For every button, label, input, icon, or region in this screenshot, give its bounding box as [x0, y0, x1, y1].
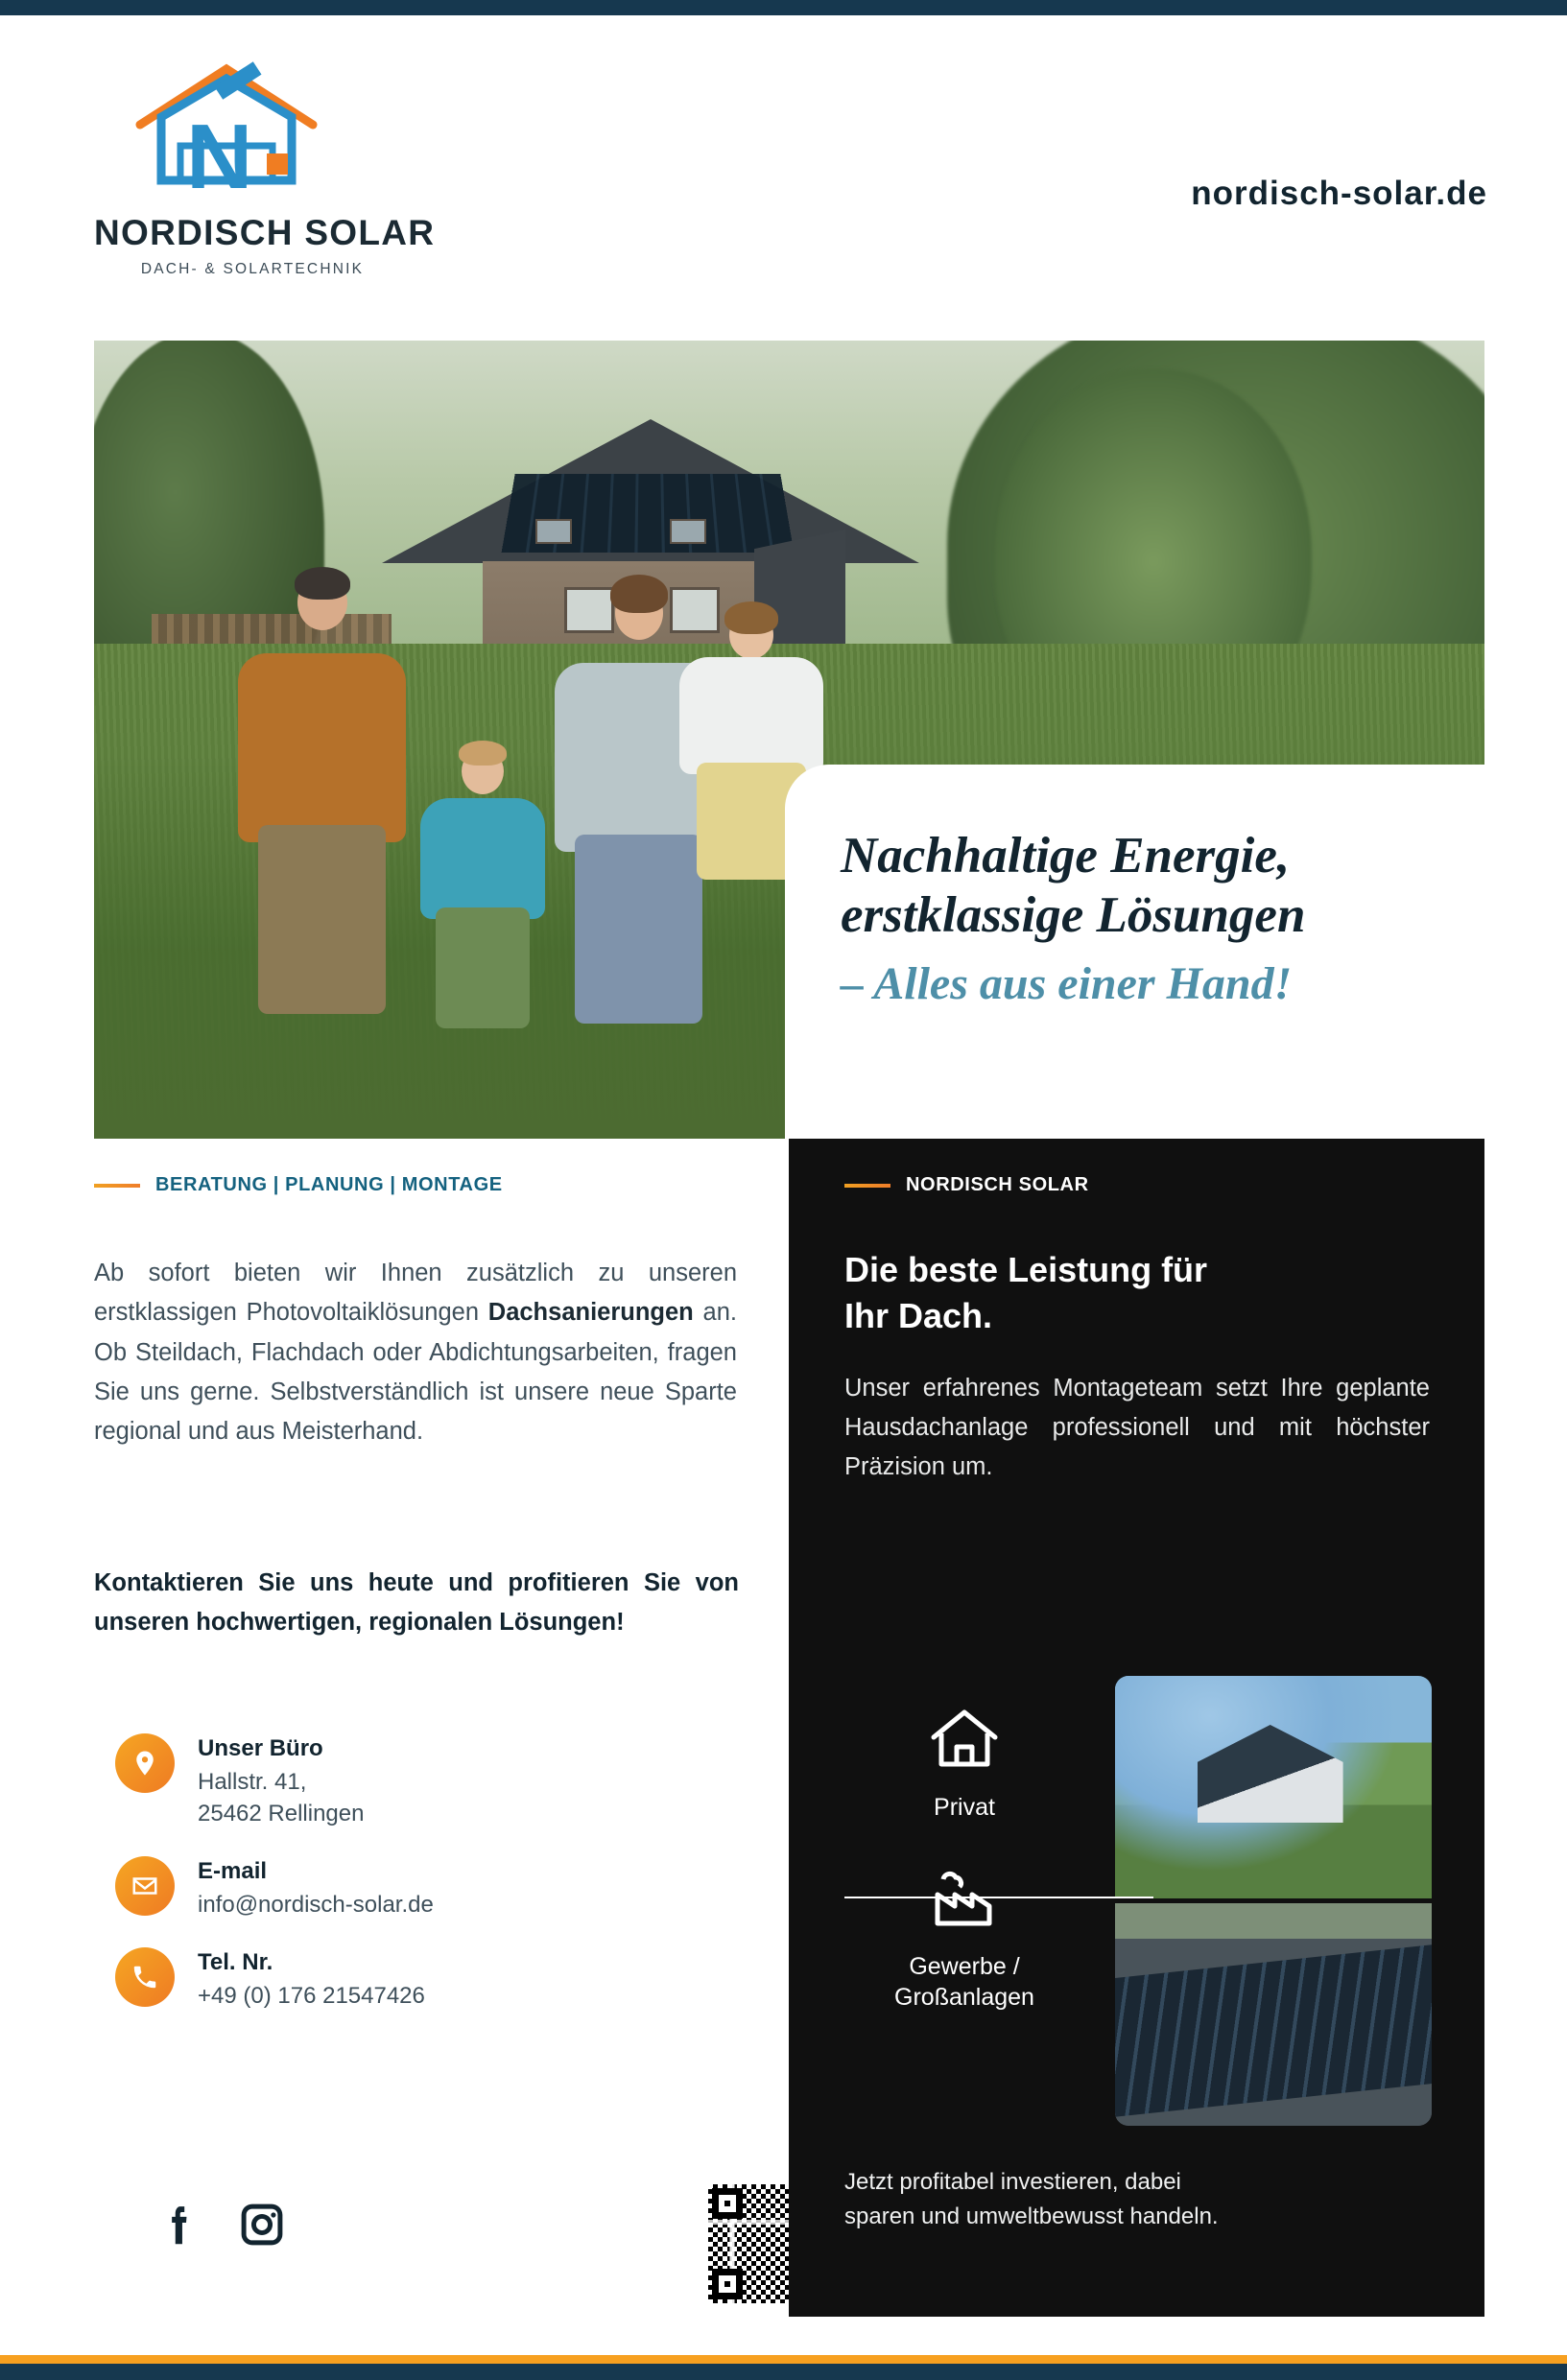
- hero-headline-line-3: – Alles aus einer Hand!: [841, 958, 1293, 1009]
- segment-divider: [844, 1897, 1153, 1898]
- right-footer-line-1: Jetzt profitabel investieren, dabei: [844, 2169, 1181, 2195]
- envelope-icon: [115, 1856, 175, 1916]
- left-paragraph-1-part-a: Ab sofort bieten wir Ihnen zusätzlich zu unseren erstklassigen Photovoltaiklösungen: [94, 1260, 737, 1327]
- logo[interactable]: [94, 54, 436, 278]
- segment-gewerbe: [844, 1824, 1084, 2014]
- contact-email-value[interactable]: info@nordisch-solar.de: [198, 1891, 434, 1918]
- right-heading: [844, 1247, 1401, 1338]
- header: [0, 15, 1567, 334]
- right-eyebrow-label: NORDISCH SOLAR: [906, 1174, 1089, 1195]
- facebook-icon[interactable]: [152, 2199, 203, 2250]
- eyebrow-dash-icon: [94, 1184, 140, 1188]
- left-eyebrow: [94, 1174, 503, 1196]
- contact-phone-title: Tel. Nr.: [198, 1948, 273, 1975]
- social-links: [152, 2199, 288, 2250]
- contact-office-title: Unser Büro: [198, 1735, 323, 1761]
- logo-wordmark: NORDISCH SOLAR: [94, 213, 436, 252]
- hero-person-father: [238, 563, 406, 1014]
- house-outline-icon: [924, 1703, 1005, 1774]
- segment-labels: [844, 1676, 1084, 2014]
- logo-house-icon: [123, 54, 329, 207]
- segment-photo-privat: [1115, 1676, 1432, 1898]
- bottom-accent-rule: [0, 2355, 1567, 2364]
- hero-headline-line-1: Nachhaltige Energie,: [841, 828, 1291, 884]
- left-paragraph-1-part-b: an. Ob Steildach, Flachdach oder Abdichtungsarbeiten, fragen Sie uns gerne. Selbstverständlich ist unsere neue Sparte regional und aus Meisterhand.: [94, 1299, 737, 1446]
- segment-gewerbe-label-2: Großanlagen: [894, 1984, 1034, 2011]
- location-pin-icon: [115, 1733, 175, 1793]
- eyebrow-dash-icon: [844, 1184, 890, 1188]
- left-paragraph-1-bold: Dachsanierungen: [487, 1299, 694, 1327]
- left-paragraph-2: Kontaktieren Sie uns heute und profitieren Sie von unseren hochwertigen, regionalen Lösungen!: [94, 1569, 739, 1637]
- right-footer-line-2: sparen und umweltbewusst handeln.: [844, 2203, 1219, 2229]
- right-heading-line-2: Ihr Dach.: [844, 1295, 993, 1335]
- contact-email-title: E-mail: [198, 1857, 268, 1884]
- logo-tagline: DACH- & SOLARTECHNIK: [140, 261, 365, 277]
- segments: [844, 1676, 1432, 2127]
- right-paragraph: Unser erfahrenes Montageteam setzt Ihre geplante Hausdachanlage professionell und mit höchster Präzision um.: [844, 1375, 1430, 1480]
- svg-text:N: N: [186, 106, 253, 207]
- hero-headline-line-2: erstklassige Lösungen: [841, 887, 1306, 943]
- contact-row-email[interactable]: [115, 1856, 729, 1921]
- bottom-rule: [0, 2364, 1567, 2380]
- contact-row-office[interactable]: [115, 1733, 729, 1830]
- hero-person-boy: [420, 741, 545, 1028]
- website-url[interactable]: nordisch-solar.de: [1191, 175, 1487, 212]
- right-column: [789, 1139, 1484, 2317]
- instagram-icon[interactable]: [236, 2199, 288, 2250]
- left-paragraph-1: [94, 1254, 737, 1451]
- right-eyebrow: [844, 1174, 1089, 1196]
- segment-gewerbe-label-1: Gewerbe /: [909, 1952, 1020, 1980]
- left-column: [94, 1139, 789, 2317]
- contact-list: [115, 1733, 729, 2038]
- top-rule: [0, 0, 1567, 15]
- hero-headline: [785, 765, 1484, 1139]
- contact-office-line-1: Hallstr. 41,: [198, 1769, 307, 1795]
- segment-privat-label: Privat: [934, 1794, 995, 1821]
- contact-row-phone[interactable]: [115, 1947, 729, 2013]
- segment-privat: [844, 1676, 1084, 1824]
- right-heading-line-1: Die beste Leistung für: [844, 1250, 1208, 1289]
- segment-photo-gewerbe: [1115, 1903, 1432, 2126]
- right-footer-text: [844, 2165, 1430, 2234]
- phone-icon: [115, 1947, 175, 2007]
- contact-phone-value[interactable]: +49 (0) 176 21547426: [198, 1982, 425, 2009]
- left-eyebrow-label: BERATUNG | PLANUNG | MONTAGE: [155, 1174, 503, 1195]
- hero-image: [94, 341, 1484, 1139]
- contact-office-line-2: 25462 Rellingen: [198, 1800, 365, 1826]
